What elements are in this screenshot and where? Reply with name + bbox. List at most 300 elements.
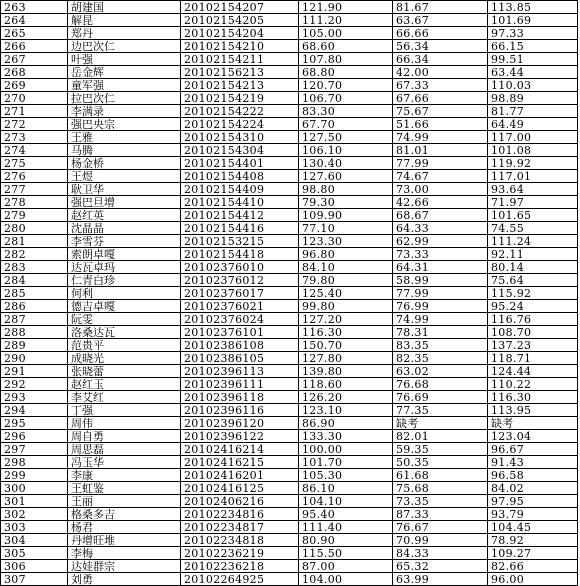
score-1-cell: 139.80 xyxy=(299,365,393,378)
name-cell: 李雪芬 xyxy=(68,235,181,248)
student-id-cell: 20102154213 xyxy=(181,79,299,92)
score-2-cell: 77.99 xyxy=(393,287,488,300)
table-row xyxy=(1,222,578,235)
total-score-cell: 缺考 xyxy=(488,417,578,430)
name-cell: 周自勇 xyxy=(68,430,181,443)
table-row xyxy=(1,443,578,456)
student-id-cell: 20102234818 xyxy=(181,534,299,547)
score-2-cell: 64.33 xyxy=(393,222,488,235)
score-2-cell: 74.99 xyxy=(393,131,488,144)
table-row xyxy=(1,378,578,391)
student-id-cell: 20102154418 xyxy=(181,248,299,261)
score-1-cell: 87.00 xyxy=(299,560,393,573)
student-id-cell: 20102156213 xyxy=(181,66,299,79)
score-1-cell: 123.30 xyxy=(299,235,393,248)
total-score-cell: 119.92 xyxy=(488,157,578,170)
student-id-cell: 20102376101 xyxy=(181,326,299,339)
student-id-cell: 20102376021 xyxy=(181,300,299,313)
score-2-cell: 64.31 xyxy=(393,261,488,274)
total-score-cell: 96.67 xyxy=(488,443,578,456)
score-1-cell: 86.10 xyxy=(299,482,393,495)
student-id-cell: 20102154410 xyxy=(181,196,299,209)
table-row xyxy=(1,131,578,144)
table-row xyxy=(1,92,578,105)
score-1-cell: 109.90 xyxy=(299,209,393,222)
total-score-cell: 109.27 xyxy=(488,547,578,560)
score-2-cell: 61.68 xyxy=(393,469,488,482)
score-1-cell: 127.20 xyxy=(299,313,393,326)
row-number-cell: 276 xyxy=(1,170,68,183)
row-number-cell: 277 xyxy=(1,183,68,196)
student-id-cell: 20102376012 xyxy=(181,274,299,287)
score-1-cell: 67.70 xyxy=(299,118,393,131)
row-number-cell: 269 xyxy=(1,79,68,92)
row-number-cell: 273 xyxy=(1,131,68,144)
score-1-cell: 107.80 xyxy=(299,53,393,66)
score-1-cell: 79.30 xyxy=(299,196,393,209)
student-id-cell: 20102154207 xyxy=(181,1,299,14)
score-1-cell: 111.20 xyxy=(299,14,393,27)
total-score-cell: 115.92 xyxy=(488,287,578,300)
score-2-cell: 66.34 xyxy=(393,53,488,66)
score-2-cell: 58.99 xyxy=(393,274,488,287)
row-number-cell: 265 xyxy=(1,27,68,40)
row-number-cell: 289 xyxy=(1,339,68,352)
name-cell: 郑丹 xyxy=(68,27,181,40)
name-cell: 强巴央宗 xyxy=(68,118,181,131)
total-score-cell: 116.30 xyxy=(488,391,578,404)
table-row xyxy=(1,118,578,131)
table-row xyxy=(1,183,578,196)
name-cell: 赵红英 xyxy=(68,209,181,222)
name-cell: 张晓蕾 xyxy=(68,365,181,378)
name-cell: 达娃群宗 xyxy=(68,560,181,573)
score-2-cell: 56.34 xyxy=(393,40,488,53)
score-2-cell: 63.02 xyxy=(393,365,488,378)
student-id-cell: 20102154409 xyxy=(181,183,299,196)
score-2-cell: 67.33 xyxy=(393,79,488,92)
student-id-cell: 20102236219 xyxy=(181,547,299,560)
row-number-cell: 281 xyxy=(1,235,68,248)
row-number-cell: 303 xyxy=(1,521,68,534)
row-number-cell: 301 xyxy=(1,495,68,508)
name-cell: 阮雯 xyxy=(68,313,181,326)
table-row xyxy=(1,287,578,300)
score-1-cell: 86.90 xyxy=(299,417,393,430)
score-2-cell: 50.35 xyxy=(393,456,488,469)
table-row xyxy=(1,560,578,573)
student-id-cell: 20102153215 xyxy=(181,235,299,248)
score-1-cell: 116.30 xyxy=(299,326,393,339)
score-2-cell: 62.99 xyxy=(393,235,488,248)
student-id-cell: 20102234816 xyxy=(181,508,299,521)
score-2-cell: 51.66 xyxy=(393,118,488,131)
score-2-cell: 63.67 xyxy=(393,14,488,27)
table-row xyxy=(1,66,578,79)
row-number-cell: 296 xyxy=(1,430,68,443)
row-number-cell: 305 xyxy=(1,547,68,560)
score-2-cell: 65.32 xyxy=(393,560,488,573)
student-id-cell: 20102154224 xyxy=(181,118,299,131)
row-number-cell: 285 xyxy=(1,287,68,300)
row-number-cell: 283 xyxy=(1,261,68,274)
name-cell: 沈晶晶 xyxy=(68,222,181,235)
table-row xyxy=(1,261,578,274)
row-number-cell: 298 xyxy=(1,456,68,469)
row-number-cell: 280 xyxy=(1,222,68,235)
total-score-cell: 113.85 xyxy=(488,1,578,14)
score-1-cell: 125.40 xyxy=(299,287,393,300)
row-number-cell: 306 xyxy=(1,560,68,573)
row-number-cell: 293 xyxy=(1,391,68,404)
total-score-cell: 75.64 xyxy=(488,274,578,287)
name-cell: 索朗卓嘎 xyxy=(68,248,181,261)
total-score-cell: 91.43 xyxy=(488,456,578,469)
row-number-cell: 288 xyxy=(1,326,68,339)
student-id-cell: 20102416214 xyxy=(181,443,299,456)
name-cell: 王煜 xyxy=(68,170,181,183)
row-number-cell: 287 xyxy=(1,313,68,326)
total-score-cell: 98.89 xyxy=(488,92,578,105)
score-1-cell: 121.90 xyxy=(299,1,393,14)
row-number-cell: 292 xyxy=(1,378,68,391)
name-cell: 范贵平 xyxy=(68,339,181,352)
row-number-cell: 294 xyxy=(1,404,68,417)
score-2-cell: 87.33 xyxy=(393,508,488,521)
total-score-cell: 64.49 xyxy=(488,118,578,131)
row-number-cell: 264 xyxy=(1,14,68,27)
score-1-cell: 150.70 xyxy=(299,339,393,352)
total-score-cell: 81.77 xyxy=(488,105,578,118)
score-2-cell: 82.35 xyxy=(393,352,488,365)
total-score-cell: 110.22 xyxy=(488,378,578,391)
row-number-cell: 268 xyxy=(1,66,68,79)
student-id-cell: 20102396118 xyxy=(181,391,299,404)
table-row xyxy=(1,53,578,66)
total-score-cell: 101.69 xyxy=(488,14,578,27)
name-cell: 李艾红 xyxy=(68,391,181,404)
total-score-cell: 71.97 xyxy=(488,196,578,209)
score-1-cell: 77.10 xyxy=(299,222,393,235)
name-cell: 王虹鉴 xyxy=(68,482,181,495)
score-1-cell: 130.40 xyxy=(299,157,393,170)
score-2-cell: 84.33 xyxy=(393,547,488,560)
score-2-cell: 81.67 xyxy=(393,1,488,14)
table-row xyxy=(1,144,578,157)
student-id-cell: 20102154412 xyxy=(181,209,299,222)
row-number-cell: 272 xyxy=(1,118,68,131)
score-1-cell: 120.70 xyxy=(299,79,393,92)
table-row xyxy=(1,495,578,508)
student-id-cell: 20102416215 xyxy=(181,456,299,469)
student-id-cell: 20102264925 xyxy=(181,573,299,586)
student-id-cell: 20102376024 xyxy=(181,313,299,326)
name-cell: 丁强 xyxy=(68,404,181,417)
table-row xyxy=(1,235,578,248)
row-number-cell: 286 xyxy=(1,300,68,313)
student-id-cell: 20102154408 xyxy=(181,170,299,183)
score-1-cell: 96.80 xyxy=(299,248,393,261)
name-cell: 仁青白珍 xyxy=(68,274,181,287)
total-score-cell: 66.15 xyxy=(488,40,578,53)
score-2-cell: 42.00 xyxy=(393,66,488,79)
table-row xyxy=(1,521,578,534)
table-row xyxy=(1,313,578,326)
score-1-cell: 106.70 xyxy=(299,92,393,105)
name-cell: 何利 xyxy=(68,287,181,300)
score-1-cell: 126.20 xyxy=(299,391,393,404)
table-row xyxy=(1,209,578,222)
score-1-cell: 101.70 xyxy=(299,456,393,469)
score-2-cell: 81.01 xyxy=(393,144,488,157)
score-1-cell: 133.30 xyxy=(299,430,393,443)
score-1-cell: 83.30 xyxy=(299,105,393,118)
name-cell: 拉巴次仁 xyxy=(68,92,181,105)
name-cell: 冯玉华 xyxy=(68,456,181,469)
table-row xyxy=(1,196,578,209)
name-cell: 强巴旦增 xyxy=(68,196,181,209)
score-2-cell: 73.33 xyxy=(393,248,488,261)
score-2-cell: 67.66 xyxy=(393,92,488,105)
row-number-cell: 263 xyxy=(1,1,68,14)
table-row xyxy=(1,404,578,417)
score-2-cell: 76.68 xyxy=(393,378,488,391)
student-id-cell: 20102396116 xyxy=(181,404,299,417)
score-2-cell: 缺考 xyxy=(393,417,488,430)
table-row xyxy=(1,391,578,404)
row-number-cell: 271 xyxy=(1,105,68,118)
score-1-cell: 98.80 xyxy=(299,183,393,196)
score-2-cell: 68.67 xyxy=(393,209,488,222)
total-score-cell: 92.11 xyxy=(488,248,578,261)
score-2-cell: 75.67 xyxy=(393,105,488,118)
score-1-cell: 95.40 xyxy=(299,508,393,521)
total-score-cell: 104.45 xyxy=(488,521,578,534)
table-row xyxy=(1,1,578,14)
name-cell: 杨君 xyxy=(68,521,181,534)
total-score-cell: 124.44 xyxy=(488,365,578,378)
name-cell: 边巴次仁 xyxy=(68,40,181,53)
row-number-cell: 300 xyxy=(1,482,68,495)
score-1-cell: 99.80 xyxy=(299,300,393,313)
score-2-cell: 74.99 xyxy=(393,313,488,326)
score-1-cell: 105.00 xyxy=(299,27,393,40)
student-id-cell: 20102154304 xyxy=(181,144,299,157)
student-id-cell: 20102396120 xyxy=(181,417,299,430)
score-1-cell: 104.10 xyxy=(299,495,393,508)
name-cell: 耿卫华 xyxy=(68,183,181,196)
table-row xyxy=(1,105,578,118)
score-2-cell: 75.68 xyxy=(393,482,488,495)
table-row xyxy=(1,326,578,339)
score-1-cell: 123.10 xyxy=(299,404,393,417)
name-cell: 李满录 xyxy=(68,105,181,118)
score-2-cell: 76.69 xyxy=(393,391,488,404)
score-1-cell: 105.30 xyxy=(299,469,393,482)
name-cell: 洛桑达瓦 xyxy=(68,326,181,339)
table-row xyxy=(1,365,578,378)
score-2-cell: 42.66 xyxy=(393,196,488,209)
row-number-cell: 270 xyxy=(1,92,68,105)
total-score-cell: 95.24 xyxy=(488,300,578,313)
total-score-cell: 82.66 xyxy=(488,560,578,573)
row-number-cell: 297 xyxy=(1,443,68,456)
student-id-cell: 20102416201 xyxy=(181,469,299,482)
name-cell: 成晓光 xyxy=(68,352,181,365)
row-number-cell: 295 xyxy=(1,417,68,430)
total-score-cell: 93.64 xyxy=(488,183,578,196)
row-number-cell: 282 xyxy=(1,248,68,261)
student-id-cell: 20102234817 xyxy=(181,521,299,534)
total-score-cell: 111.24 xyxy=(488,235,578,248)
table-row xyxy=(1,27,578,40)
student-id-cell: 20102416125 xyxy=(181,482,299,495)
name-cell: 童军强 xyxy=(68,79,181,92)
student-id-cell: 20102154222 xyxy=(181,105,299,118)
table-row xyxy=(1,274,578,287)
total-score-cell: 118.71 xyxy=(488,352,578,365)
total-score-cell: 97.33 xyxy=(488,27,578,40)
total-score-cell: 93.79 xyxy=(488,508,578,521)
score-2-cell: 76.99 xyxy=(393,300,488,313)
score-2-cell: 59.35 xyxy=(393,443,488,456)
score-2-cell: 76.67 xyxy=(393,521,488,534)
name-cell: 周思磊 xyxy=(68,443,181,456)
table-row xyxy=(1,40,578,53)
table-row xyxy=(1,248,578,261)
student-id-cell: 20102236218 xyxy=(181,560,299,573)
student-id-cell: 20102386105 xyxy=(181,352,299,365)
total-score-cell: 99.51 xyxy=(488,53,578,66)
table-row xyxy=(1,547,578,560)
table-body xyxy=(1,1,578,586)
student-id-cell: 20102154401 xyxy=(181,157,299,170)
name-cell: 格桑多吉 xyxy=(68,508,181,521)
name-cell: 解昆 xyxy=(68,14,181,27)
table-row xyxy=(1,14,578,27)
total-score-cell: 96.00 xyxy=(488,573,578,586)
name-cell: 胡建国 xyxy=(68,1,181,14)
total-score-cell: 96.58 xyxy=(488,469,578,482)
row-number-cell: 274 xyxy=(1,144,68,157)
name-cell: 马腾 xyxy=(68,144,181,157)
score-2-cell: 77.99 xyxy=(393,157,488,170)
score-2-cell: 78.31 xyxy=(393,326,488,339)
total-score-cell: 137.23 xyxy=(488,339,578,352)
name-cell: 李康 xyxy=(68,469,181,482)
score-2-cell: 73.00 xyxy=(393,183,488,196)
name-cell: 岳金辉 xyxy=(68,66,181,79)
student-id-cell: 20102154416 xyxy=(181,222,299,235)
name-cell: 王雅 xyxy=(68,131,181,144)
table-row xyxy=(1,170,578,183)
name-cell: 王丽 xyxy=(68,495,181,508)
student-id-cell: 20102154219 xyxy=(181,92,299,105)
row-number-cell: 279 xyxy=(1,209,68,222)
name-cell: 李梅 xyxy=(68,547,181,560)
student-id-cell: 20102386108 xyxy=(181,339,299,352)
name-cell: 达瓦卓玛 xyxy=(68,261,181,274)
score-1-cell: 79.80 xyxy=(299,274,393,287)
row-number-cell: 291 xyxy=(1,365,68,378)
row-number-cell: 304 xyxy=(1,534,68,547)
score-1-cell: 100.00 xyxy=(299,443,393,456)
table-row xyxy=(1,417,578,430)
total-score-cell: 108.70 xyxy=(488,326,578,339)
total-score-cell: 80.14 xyxy=(488,261,578,274)
score-1-cell: 127.50 xyxy=(299,131,393,144)
student-id-cell: 20102406216 xyxy=(181,495,299,508)
total-score-cell: 113.95 xyxy=(488,404,578,417)
table-row xyxy=(1,469,578,482)
table-row xyxy=(1,508,578,521)
score-2-cell: 73.35 xyxy=(393,495,488,508)
name-cell: 周伟 xyxy=(68,417,181,430)
student-id-cell: 20102154210 xyxy=(181,40,299,53)
total-score-cell: 101.65 xyxy=(488,209,578,222)
student-id-cell: 20102396122 xyxy=(181,430,299,443)
score-2-cell: 70.99 xyxy=(393,534,488,547)
score-1-cell: 84.10 xyxy=(299,261,393,274)
score-1-cell: 111.40 xyxy=(299,521,393,534)
row-number-cell: 275 xyxy=(1,157,68,170)
row-number-cell: 278 xyxy=(1,196,68,209)
total-score-cell: 117.01 xyxy=(488,170,578,183)
student-id-cell: 20102154211 xyxy=(181,53,299,66)
student-id-cell: 20102376017 xyxy=(181,287,299,300)
table-row xyxy=(1,482,578,495)
table-row xyxy=(1,534,578,547)
table-row xyxy=(1,430,578,443)
total-score-cell: 97.95 xyxy=(488,495,578,508)
table-row xyxy=(1,300,578,313)
student-id-cell: 20102396111 xyxy=(181,378,299,391)
total-score-cell: 78.92 xyxy=(488,534,578,547)
name-cell: 叶强 xyxy=(68,53,181,66)
table-row xyxy=(1,157,578,170)
name-cell: 刘勇 xyxy=(68,573,181,586)
row-number-cell: 307 xyxy=(1,573,68,586)
student-id-cell: 20102154204 xyxy=(181,27,299,40)
row-number-cell: 284 xyxy=(1,274,68,287)
row-number-cell: 299 xyxy=(1,469,68,482)
total-score-cell: 101.08 xyxy=(488,144,578,157)
row-number-cell: 266 xyxy=(1,40,68,53)
student-id-cell: 20102154310 xyxy=(181,131,299,144)
name-cell: 杨金桥 xyxy=(68,157,181,170)
score-2-cell: 63.99 xyxy=(393,573,488,586)
score-1-cell: 68.60 xyxy=(299,40,393,53)
score-1-cell: 80.90 xyxy=(299,534,393,547)
score-2-cell: 66.66 xyxy=(393,27,488,40)
total-score-cell: 110.03 xyxy=(488,79,578,92)
name-cell: 丹增旺堆 xyxy=(68,534,181,547)
student-id-cell: 20102376010 xyxy=(181,261,299,274)
name-cell: 德吉卓嘎 xyxy=(68,300,181,313)
table-row xyxy=(1,79,578,92)
score-1-cell: 68.80 xyxy=(299,66,393,79)
student-id-cell: 20102396113 xyxy=(181,365,299,378)
total-score-cell: 116.76 xyxy=(488,313,578,326)
score-2-cell: 77.35 xyxy=(393,404,488,417)
table-row xyxy=(1,456,578,469)
table-row xyxy=(1,352,578,365)
total-score-cell: 123.04 xyxy=(488,430,578,443)
name-cell: 赵红玉 xyxy=(68,378,181,391)
score-2-cell: 74.67 xyxy=(393,170,488,183)
row-number-cell: 302 xyxy=(1,508,68,521)
score-1-cell: 104.00 xyxy=(299,573,393,586)
